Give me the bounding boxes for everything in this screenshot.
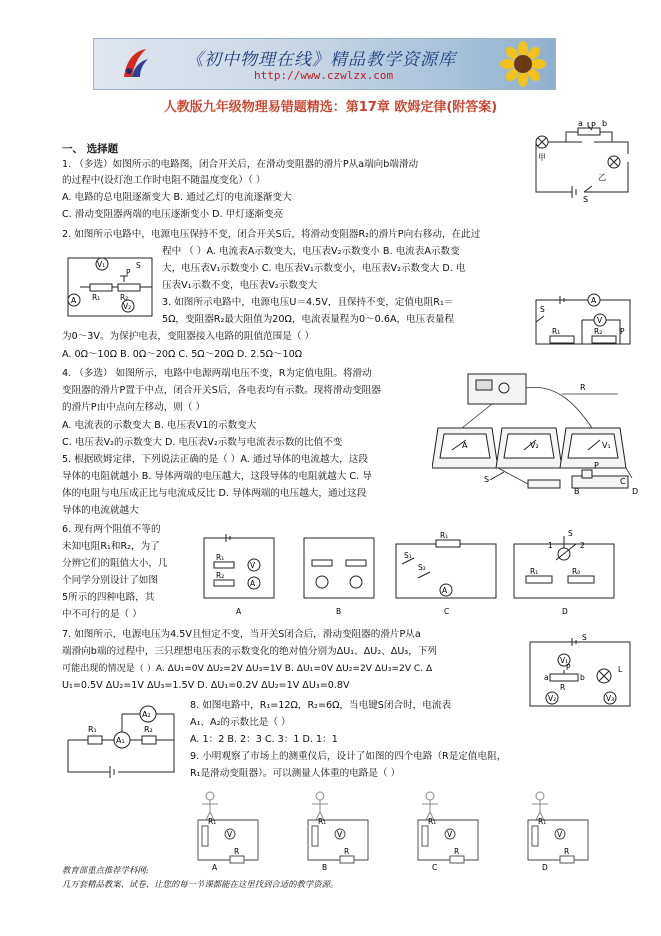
- label-voltmeter: V: [597, 316, 603, 325]
- label-v1: V₁: [97, 260, 106, 269]
- label-v1: V₁: [602, 441, 611, 450]
- label-v2: V₂: [123, 302, 132, 311]
- label-p: P: [594, 461, 599, 470]
- label-r: R: [580, 383, 586, 392]
- banner-url[interactable]: http://www.czwlzx.com: [254, 69, 394, 82]
- text-line: 压表V₁示数不变，电压表V₂示数变大: [162, 280, 318, 291]
- caption-b: B: [322, 863, 328, 872]
- label-r1-d: R₁: [530, 567, 539, 576]
- text-line: 未知电阻R₁和R₂，为了: [62, 541, 160, 552]
- label-p: P: [620, 327, 625, 336]
- label-r1-b: R₁: [318, 817, 327, 826]
- label-r-c: R: [454, 847, 460, 856]
- text-line: 1. （多选）如图所示的电路图，闭合开关后，在滑动变阻器的滑片P从a端向b端滑动: [62, 159, 419, 170]
- text-line: 个同学分别设计了如图: [62, 575, 158, 586]
- banner-title: 《初中物理在线》精品教学资源库: [186, 50, 456, 70]
- caption-d: D: [542, 863, 548, 872]
- label-r1: R₁: [92, 293, 101, 302]
- figure-q7-circuit: [524, 632, 636, 714]
- label-a: A: [250, 579, 256, 588]
- label-r-b: R: [344, 847, 350, 856]
- text-line: 导体的电流就越大: [62, 505, 139, 516]
- text-line: 4. （多选） 如图所示，电路中电源两端电压不变，R为定值电阻。将滑动: [62, 368, 372, 379]
- label-p: P: [566, 663, 571, 672]
- label-v3: V₃: [606, 694, 615, 703]
- label-n2: 2: [580, 541, 585, 550]
- label-s: S: [136, 261, 141, 270]
- label-d: D: [632, 487, 639, 496]
- label-r2: R₂: [216, 571, 225, 580]
- label-ammeter: A: [71, 296, 77, 305]
- label-r1-d: R₁: [538, 817, 547, 826]
- label-v-c: V: [447, 830, 453, 839]
- sunflower-icon: [494, 41, 552, 87]
- text-line: A. 电路的总电阻逐渐变大 B. 通过乙灯的电流逐渐变大: [62, 192, 292, 203]
- text-line: 体的电阻与电压成正比与电流成反比 D. 导体两端的电压越大，通过这段: [62, 488, 367, 499]
- caption-c: C: [444, 607, 450, 616]
- label-v: V: [250, 561, 256, 570]
- label-v-b: V: [337, 830, 343, 839]
- text-line: 7. 如图所示，电源电压为4.5V且恒定不变，当开关S闭合后，滑动变阻器的滑片P从a: [62, 629, 421, 640]
- text-line: 程中 （ ）A. 电流表A示数变大，电压表V₂示数变小 B. 电流表A示数变: [162, 246, 460, 257]
- label-r2: R₂: [594, 327, 603, 336]
- text-line: 6. 现有两个阻值不等的: [62, 524, 161, 535]
- figure-q9-circuits: [168, 790, 638, 872]
- label-r2: R₂: [144, 725, 153, 734]
- label-r1: R₁: [88, 725, 97, 734]
- person-icon: [202, 792, 218, 820]
- text-line: A. 1：2 B. 2：3 C. 3：1 D. 1：1: [190, 734, 338, 745]
- person-icon: [532, 792, 548, 820]
- footer-line-1: 教育部重点推荐学科网:: [62, 865, 149, 875]
- caption-a: A: [212, 863, 218, 872]
- label-ammeter: A: [462, 441, 468, 450]
- label-r1: R₁: [552, 327, 561, 336]
- footer-line-2: 几万套精品教案、试卷、让您的每一节课都能在这里找到合适的教学资源。: [62, 879, 339, 889]
- document-title: 人教版九年级物理易错题精选：第17章 欧姆定律(附答案): [163, 100, 498, 115]
- label-s1: S₁: [404, 551, 412, 560]
- figure-q1-circuit: [528, 120, 636, 202]
- label-jia: 甲: [538, 153, 546, 162]
- label-r0: R₀: [572, 567, 581, 576]
- label-s2: S₂: [418, 563, 426, 572]
- label-p: P: [126, 268, 131, 277]
- label-r1-a: R₁: [208, 817, 217, 826]
- label-a: a: [544, 673, 549, 682]
- label-r-a: R: [234, 847, 240, 856]
- text-line: 端滑向b端的过程中，三只理想电压表的示数变化的绝对值分别为ΔU₁、ΔU₂、ΔU₃，下列: [62, 646, 437, 657]
- text-line: 变阻器的滑片P置于中点，闭合开关S后，各电表均有示数。现将滑动变阻器: [62, 385, 381, 396]
- text-line: 中不可行的是（ ）: [62, 609, 142, 620]
- label-b: B: [574, 487, 580, 496]
- figure-q6-circuits: [196, 530, 622, 620]
- label-c: C: [620, 477, 626, 486]
- label-r1-c: R₁: [428, 817, 437, 826]
- text-line: 大，电压表V₁示数变小 C. 电压表V₁示数变小，电压表V₂示数变大 D. 电: [162, 263, 466, 274]
- text-line: 5Ω，变阻器R₂最大阻值为20Ω，电流表量程为0～0.6A，电压表量程: [162, 314, 455, 325]
- label-s: S: [582, 633, 587, 642]
- label-a-c: A: [442, 586, 448, 595]
- label-s: S: [540, 305, 545, 314]
- caption-c: C: [432, 863, 438, 872]
- label-a: a: [578, 120, 583, 128]
- text-line: C. 电压表V₂的示数变大 D. 电压表V₂示数与电流表示数的比值不变: [62, 437, 343, 448]
- label-p: P: [591, 121, 596, 130]
- header-banner: [93, 38, 556, 90]
- label-v2: V₂: [548, 694, 557, 703]
- text-line: A. 0Ω～10Ω B. 0Ω～20Ω C. 5Ω～20Ω D. 2.5Ω～10Ω: [62, 349, 303, 360]
- label-a2: A₂: [142, 710, 151, 719]
- caption-a: A: [236, 607, 242, 616]
- label-s: S: [583, 195, 589, 202]
- label-r1: R₁: [216, 553, 225, 562]
- logo-icon: [120, 47, 150, 81]
- text-line: 为0～3V。为保护电表，变阻器接入电路的阻值范围是（ ）: [62, 331, 315, 342]
- label-l: L: [618, 665, 623, 674]
- label-v2: V₂: [530, 441, 539, 450]
- label-v-a: V: [227, 830, 233, 839]
- person-icon: [312, 792, 328, 820]
- text-line: 9. 小明观察了市场上的测重仪后，设计了如图的四个电路（R是定值电阻，: [190, 751, 507, 762]
- text-line: 导体的电阻就越小 B. 导体两端的电压越大，这段导体的电阻就越大 C. 导: [62, 471, 372, 482]
- text-line: 3. 如图所示电路中，电源电压U＝4.5V，且保持不变，定值电阻R₁＝: [162, 297, 454, 308]
- label-s-d: S: [568, 530, 573, 538]
- label-ammeter: A: [591, 296, 597, 305]
- label-r: R: [560, 683, 566, 692]
- label-v-d: V: [557, 830, 563, 839]
- text-line: U₁=0.5V ΔU₂=1V ΔU₃=1.5V D. ΔU₁=0.2V ΔU₂=1V ΔU₃=0.8V: [62, 680, 350, 691]
- label-r-d: R: [564, 847, 570, 856]
- text-line: 的过程中(设灯泡工作时电阻不随温度变化）（ ）: [62, 175, 266, 186]
- figure-q4-apparatus: [432, 368, 640, 496]
- person-icon: [422, 792, 438, 820]
- label-v1: V₁: [560, 656, 569, 665]
- text-line: 2. 如图所示电路中，电源电压保持不变，闭合开关S后，将滑动变阻器R₂的滑片P向右移动，在此过: [62, 229, 481, 240]
- figure-q3-circuit: [530, 288, 636, 352]
- text-line: R₁是滑动变阻器）。可以测量人体重的电路是（ ）: [190, 768, 401, 779]
- figure-q2-circuit: [62, 248, 158, 322]
- text-line: A₁、A₂的示数比是（ ）: [190, 717, 291, 728]
- text-line: 5. 根据欧姆定律，下列说法正确的是（ ）A. 通过导体的电流越大，这段: [62, 454, 368, 465]
- text-line: A. 电流表的示数变大 B. 电压表V1的示数变大: [62, 420, 257, 431]
- text-line: 的滑片P由中点向左移动，则（ ）: [62, 402, 206, 413]
- caption-b: B: [336, 607, 342, 616]
- label-r2: R₂: [120, 293, 129, 302]
- text-line: 8. 如图电路中，R₁=12Ω，R₂=6Ω，当电键S闭合时，电流表: [190, 700, 452, 711]
- figure-q8-circuit: [62, 700, 182, 780]
- label-n1: 1: [548, 541, 553, 550]
- text-line: 可能出现的情况是（ ）A. ΔU₁=0V ΔU₂=2V ΔU₃=1V B. ΔU₁=0V ΔU₂=2V ΔU₃=2V C. Δ: [62, 664, 433, 674]
- label-a1: A₁: [116, 736, 125, 745]
- text-line: 5所示的四种电路，其: [62, 592, 155, 603]
- label-b: b: [580, 673, 585, 682]
- section-heading: 一、 选择题: [62, 143, 119, 155]
- label-yi: 乙: [598, 173, 606, 182]
- text-line: 分辨它们的阻值大小，几: [62, 558, 168, 569]
- label-b: b: [602, 120, 608, 128]
- caption-d: D: [562, 607, 568, 616]
- text-line: C. 滑动变阻器两端的电压逐渐变小 D. 甲灯逐渐变亮: [62, 209, 284, 220]
- label-s: S: [484, 475, 490, 484]
- label-r1-c: R₁: [440, 531, 449, 540]
